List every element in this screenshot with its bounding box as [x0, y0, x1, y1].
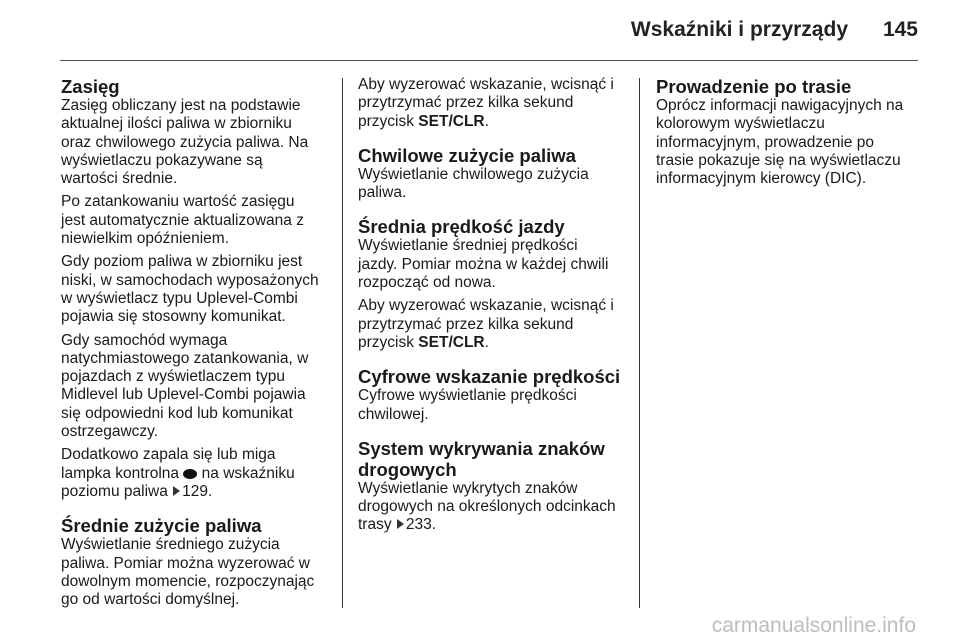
text-line: Oprócz informacji nawigacyjnych na: [656, 97, 904, 114]
paragraph: [358, 237, 628, 292]
heading-srednia-predkosc: Średnia prędkość jazdy: [358, 216, 565, 238]
section-system-wykrywania-znakow: [358, 438, 628, 535]
text-line: jazdy. Pomiar można w każdej chwili: [358, 255, 609, 273]
text-fragment: trasy: [358, 516, 392, 534]
paragraph: [61, 253, 333, 326]
heading-line: System wykrywania znaków: [358, 437, 605, 459]
paragraph: [358, 166, 628, 203]
text-line: niski, w samochodach wyposażonych: [61, 271, 319, 289]
reset-instruction: [358, 76, 628, 131]
section-title: Wskaźniki i przyrządy: [630, 18, 848, 41]
heading-system-wykrywania-znakow: [358, 438, 628, 480]
text-line: oraz chwilowego zużycia paliwa. Na: [61, 133, 309, 151]
text-line: [61, 483, 212, 500]
fuel-warning-lamp-icon: [183, 469, 197, 479]
text-fragment: przycisk: [358, 333, 414, 351]
text-line: informacyjnym, prowadzenie po: [656, 133, 874, 151]
text-line: Gdy samochód wymaga: [61, 331, 228, 349]
paragraph: [61, 193, 333, 248]
paragraph: [61, 446, 333, 501]
text-line: paliwa.: [358, 184, 407, 202]
column-3: [656, 76, 926, 202]
text-line: w wyświetlacz typu Uplevel-Combi: [61, 289, 298, 307]
section-chwilowe-zuzycie: [358, 145, 628, 203]
text-fragment: poziomu paliwa: [61, 482, 168, 500]
text-line: natychmiastowego zatankowania, w: [61, 349, 309, 367]
text-line: się odpowiedni kod lub komunikat: [61, 404, 293, 422]
text-line: Po zatankowaniu wartość zasięgu: [61, 193, 295, 211]
watermark: carmanualsonline.info: [711, 614, 916, 637]
text-line: wyświetlaczu pokazywane są: [61, 151, 263, 169]
text-line: go od wartości domyślnej.: [61, 591, 240, 609]
text-line: Cyfrowe wyświetlanie prędkości: [358, 387, 577, 405]
paragraph: [61, 536, 333, 609]
text-line: paliwa. Pomiar można wyzerować w: [61, 554, 310, 572]
text-line: trasie pokazuje się na wyświetlaczu: [656, 151, 901, 169]
text-line: przytrzymać przez kilka sekund: [358, 315, 574, 333]
text-fragment: .: [484, 333, 489, 351]
paragraph: [358, 76, 628, 131]
text-line: Wyświetlanie chwilowego zużycia: [358, 165, 589, 183]
section-zasieg: [61, 76, 333, 501]
column-divider: [639, 78, 640, 608]
text-line: ostrzegawczy.: [61, 423, 159, 441]
text-line: Aby wyzerować wskazanie, wcisnąć i: [358, 76, 614, 93]
text-line: [358, 334, 489, 351]
text-line: Wyświetlanie średniego zużycia: [61, 536, 280, 554]
text-line: Aby wyzerować wskazanie, wcisnąć i: [358, 297, 614, 315]
heading-cyfrowe-wskazanie: Cyfrowe wskazanie prędkości: [358, 366, 621, 388]
text-fragment: .: [484, 112, 489, 130]
text-line: Midlevel lub Uplevel-Combi pojawia: [61, 386, 306, 404]
text-line: Wyświetlanie wykrytych znaków: [358, 479, 578, 497]
heading-chwilowe-zuzycie: Chwilowe zużycie paliwa: [358, 144, 576, 166]
paragraph: [358, 297, 628, 352]
column-2: [358, 76, 628, 549]
page-reference-arrow-icon: [173, 486, 180, 496]
text-fragment: lampka kontrolna: [61, 464, 180, 482]
text-fragment: przycisk: [358, 112, 414, 130]
section-prowadzenie-po-trasie: [656, 76, 926, 188]
paragraph: [656, 97, 926, 188]
text-line: Zasięg obliczany jest na podstawie: [61, 97, 301, 114]
text-line: Wyświetlanie średniej prędkości: [358, 237, 578, 255]
text-line: Gdy poziom paliwa w zbiorniku jest: [61, 253, 303, 271]
section-cyfrowe-wskazanie: [358, 366, 628, 424]
text-line: [61, 465, 295, 482]
text-line: informacyjnym kierowcy (DIC).: [656, 170, 867, 188]
text-line: przytrzymać przez kilka sekund: [358, 94, 574, 112]
text-line: kolorowym wyświetlaczu: [656, 115, 825, 133]
column-divider: [342, 78, 343, 608]
heading-srednie-zuzycie: Średnie zużycie paliwa: [61, 515, 262, 537]
heading-line: drogowych: [358, 458, 457, 480]
text-line: drogowych na określonych odcinkach: [358, 498, 616, 516]
page-reference-link[interactable]: 129.: [182, 482, 213, 500]
column-1: [61, 76, 333, 623]
text-line: [358, 516, 436, 533]
page-header: [60, 0, 918, 61]
text-line: aktualnej ilości paliwa w zbiorniku: [61, 115, 292, 133]
text-fragment: na wskaźniku: [201, 464, 295, 482]
paragraph: [61, 332, 333, 442]
text-line: dowolnym momencie, rozpoczynając: [61, 572, 315, 590]
text-line: wartości średnie.: [61, 170, 178, 188]
paragraph: [358, 387, 628, 424]
text-line: rozpocząć od nowa.: [358, 274, 496, 292]
text-line: [358, 113, 489, 130]
text-line: niewielkim opóźnieniem.: [61, 230, 229, 248]
page-reference-link[interactable]: 233.: [405, 516, 437, 534]
text-line: pojazdach z wyświetlaczem typu: [61, 368, 285, 386]
heading-zasieg: Zasięg: [61, 76, 120, 97]
page-reference-arrow-icon: [397, 519, 404, 529]
paragraph: [61, 97, 333, 188]
paragraph: [358, 480, 628, 535]
section-srednie-zuzycie: [61, 515, 333, 609]
text-line: Dodatkowo zapala się lub miga: [61, 446, 276, 464]
text-line: jest automatycznie aktualizowana z: [61, 211, 304, 229]
section-srednia-predkosc: [358, 216, 628, 352]
set-clr-button-label: SET/CLR: [418, 112, 485, 130]
text-line: pojawia się stosowny komunikat.: [61, 308, 286, 326]
text-line: chwilowej.: [358, 405, 429, 423]
set-clr-button-label: SET/CLR: [418, 333, 485, 351]
heading-prowadzenie-po-trasie: Prowadzenie po trasie: [656, 76, 852, 97]
page-number: 145: [882, 18, 918, 41]
